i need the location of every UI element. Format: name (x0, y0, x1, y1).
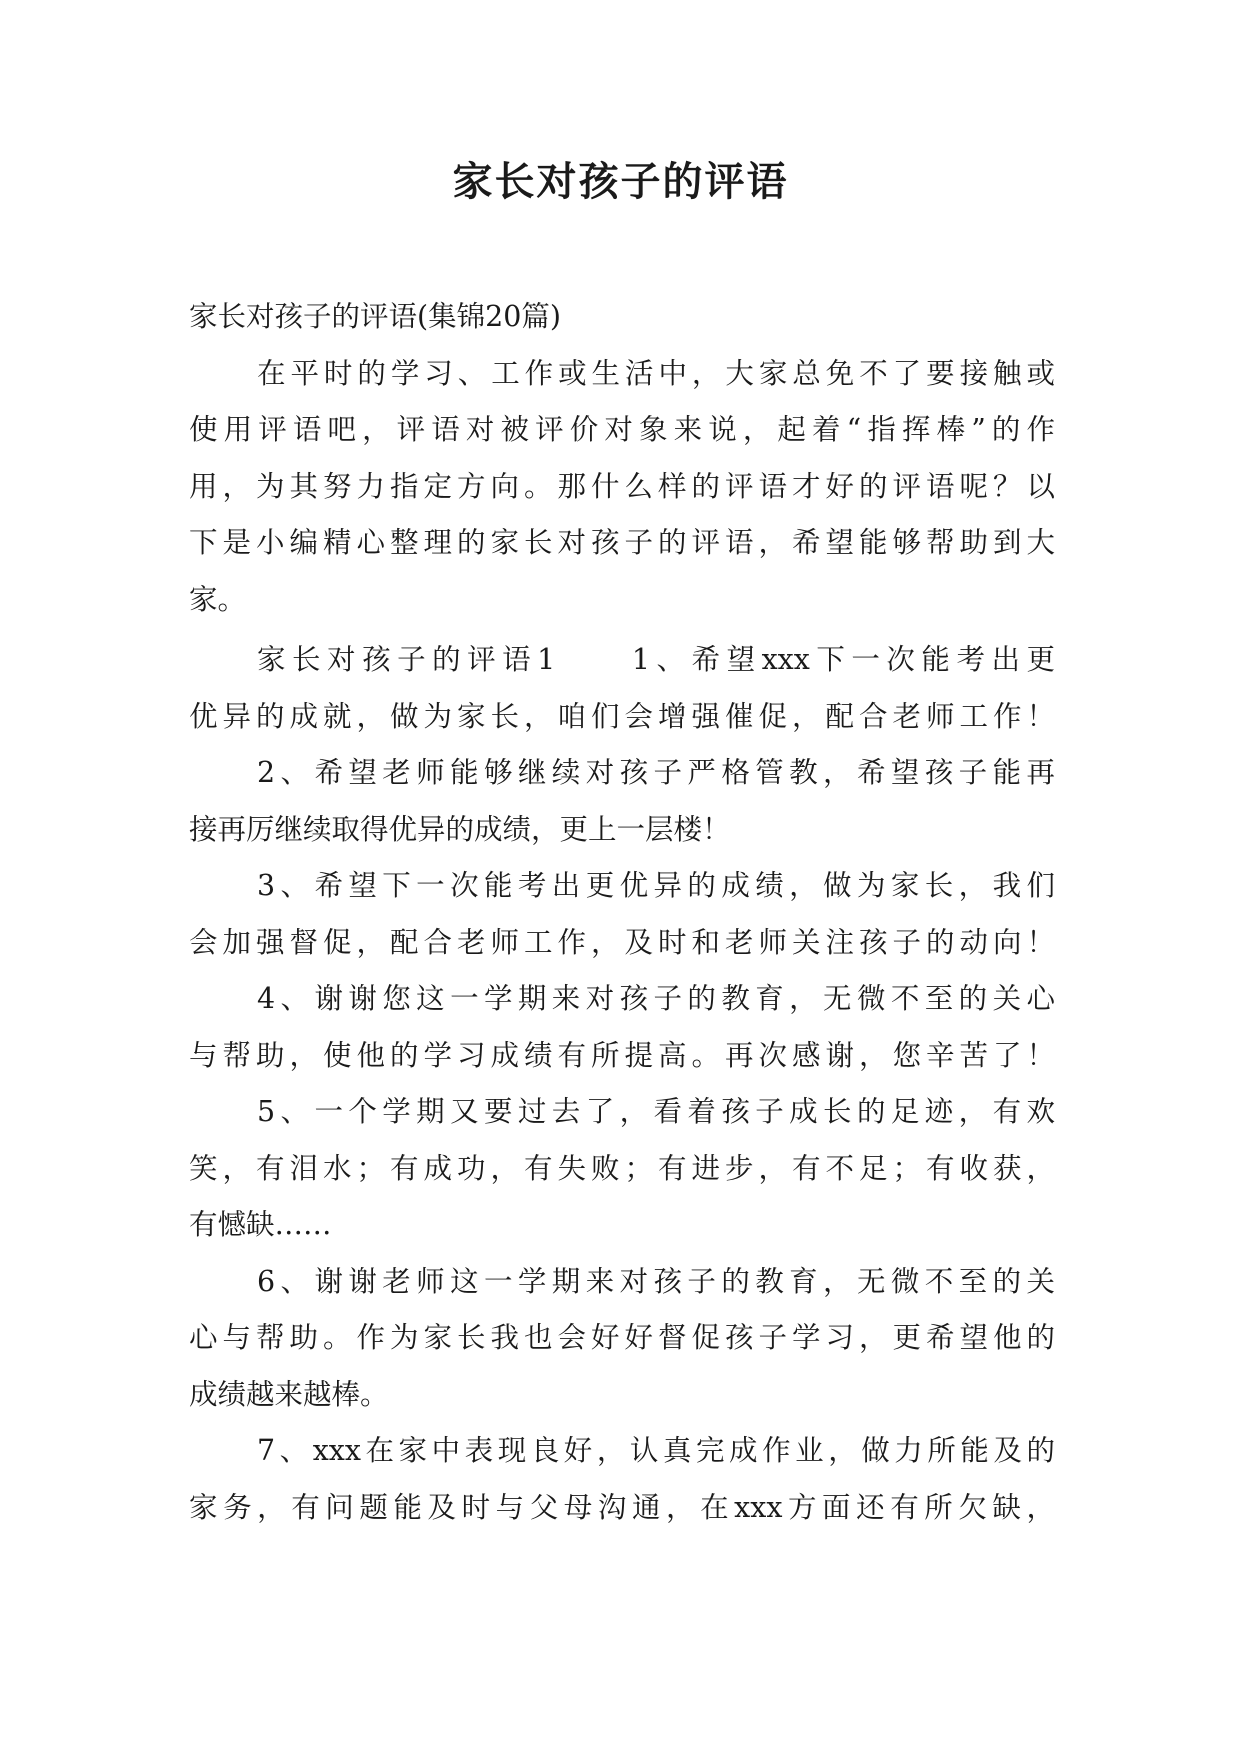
paragraph-line: 家务，有问题能及时与父母沟通，在xxx方面还有所欠缺， (189, 1490, 1055, 1524)
paragraph-line: 家长对孩子的评语1 1、希望xxx下一次能考出更 (257, 643, 1055, 676)
subtitle-line: 家长对孩子的评语(集锦20篇) (189, 300, 562, 333)
document-body (189, 289, 1055, 1536)
paragraph-line: 用，为其努力指定方向。那什么样的评语才好的评语呢？以 (189, 469, 1055, 503)
paragraph-line: 会加强督促，配合老师工作，及时和老师关注孩子的动向！ (189, 925, 1055, 959)
paragraph-line: 成绩越来越棒。 (189, 1377, 389, 1411)
paragraph-line: 下是小编精心整理的家长对孩子的评语，希望能够帮助到大 (189, 526, 1055, 559)
paragraph-line: 在平时的学习、工作或生活中，大家总免不了要接触或 (257, 356, 1055, 390)
document-title: 家长对孩子的评语 (452, 159, 789, 205)
paragraph-line: 家。 (189, 582, 247, 616)
paragraph-line: 优异的成就，做为家长，咱们会增强催促，配合老师工作！ (189, 699, 1055, 733)
paragraph-line: 3、希望下一次能考出更优异的成绩，做为家长，我们 (257, 869, 1055, 902)
paragraph-line: 4、谢谢您这一学期来对孩子的教育，无微不至的关心 (257, 982, 1055, 1015)
paragraph-line: 使用评语吧，评语对被评价对象来说，起着“指挥棒”的作 (189, 413, 1055, 446)
paragraph-line: 5、一个学期又要过去了，看着孩子成长的足迹，有欢 (257, 1095, 1055, 1128)
paragraph-line: 接再厉继续取得优异的成绩，更上一层楼！ (189, 812, 731, 846)
paragraph-line: 心与帮助。作为家长我也会好好督促孩子学习，更希望他的 (189, 1321, 1055, 1354)
paragraph-line: 6、谢谢老师这一学期来对孩子的教育，无微不至的关 (257, 1264, 1055, 1298)
paragraph-line: 有憾缺…… (189, 1208, 332, 1241)
paragraph-line: 与帮助，使他的学习成绩有所提高。再次感谢，您辛苦了！ (189, 1038, 1055, 1072)
paragraph-line: 7、xxx在家中表现良好，认真完成作业，做力所能及的 (257, 1434, 1055, 1467)
paragraph-line: 笑，有泪水；有成功，有失败；有进步，有不足；有收获， (189, 1151, 1055, 1185)
paragraph-line: 2、希望老师能够继续对孩子严格管教，希望孩子能再 (257, 756, 1055, 789)
